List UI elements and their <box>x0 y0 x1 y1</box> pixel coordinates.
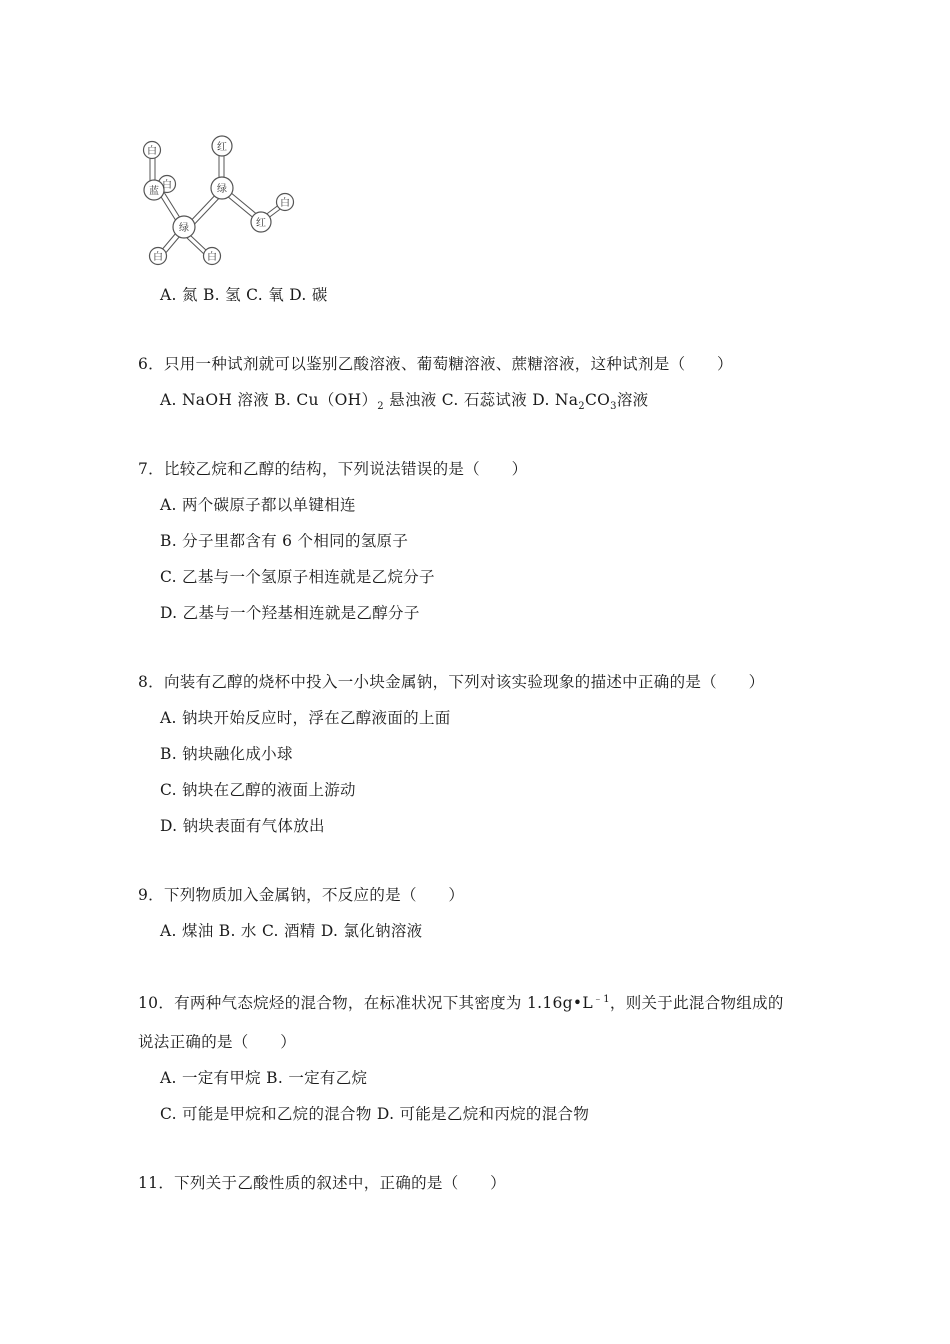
q7-option-c: C. 乙基与一个氢原子相连就是乙烷分子 <box>160 568 435 586</box>
q9-options: A. 煤油 B. 水 C. 酒精 D. 氯化钠溶液 <box>160 922 423 940</box>
q8-option-a: A. 钠块开始反应时，浮在乙醇液面的上面 <box>160 709 451 727</box>
atom-label: 白 <box>153 252 163 263</box>
q6-opt-text: 悬浊液 C. 石蕊试液 D. Na <box>383 391 579 409</box>
atom-label: 绿 <box>179 223 189 234</box>
q6-stem: 6．只用一种试剂就可以鉴别乙酸溶液、葡萄糖溶液、蔗糖溶液，这种试剂是（ ） <box>138 355 733 373</box>
q10-stem-line2: 说法正确的是（ ） <box>138 1033 297 1051</box>
atom-label: 绿 <box>217 184 227 195</box>
q10-stem-text: 10．有两种气态烷烃的混合物，在标准状况下其密度为 1.16g•L <box>138 994 593 1013</box>
q9-stem: 9．下列物质加入金属钠，不反应的是（ ） <box>138 886 465 904</box>
q10-superscript: ﹣1 <box>592 994 610 1005</box>
q7-option-b: B. 分子里都含有 6 个相同的氢原子 <box>160 532 409 550</box>
q7-option-a: A. 两个碳原子都以单键相连 <box>160 496 356 514</box>
q8-option-c: C. 钠块在乙醇的液面上游动 <box>160 781 356 799</box>
atom-label: 红 <box>217 142 227 153</box>
q6-subscript: 2 <box>578 401 585 413</box>
q5-options: A. 氮 B. 氢 C. 氧 D. 碳 <box>160 286 328 304</box>
q6-opt-text: 溶液 <box>616 391 649 409</box>
atom-label: 蓝 <box>149 186 159 197</box>
q10-stem <box>138 989 784 1014</box>
q8-option-d: D. 钠块表面有气体放出 <box>160 817 325 835</box>
q8-option-b: B. 钠块融化成小球 <box>160 745 293 763</box>
q10-options-cd: C. 可能是甲烷和乙烷的混合物 D. 可能是乙烷和丙烷的混合物 <box>160 1105 590 1123</box>
molecule-model-diagram <box>132 128 307 270</box>
q6-subscript: 3 <box>610 401 617 413</box>
atom-label: 白 <box>147 146 157 157</box>
q6-opt-text: CO <box>584 391 611 409</box>
q6-options <box>160 389 648 418</box>
atom-label: 红 <box>256 218 266 229</box>
atom-label: 白 <box>162 180 172 191</box>
q10-stem-text: ，则关于此混合物组成的 <box>609 994 784 1013</box>
q6-opt-text: A. NaOH 溶液 B. Cu（OH） <box>160 391 378 409</box>
q7-stem: 7．比较乙烷和乙醇的结构，下列说法错误的是（ ） <box>138 460 528 478</box>
q10-options-ab: A. 一定有甲烷 B. 一定有乙烷 <box>160 1069 368 1087</box>
atom-label: 白 <box>207 252 217 263</box>
atom-label: 白 <box>280 198 290 209</box>
q11-stem: 11．下列关于乙酸性质的叙述中，正确的是（ ） <box>138 1174 506 1192</box>
q8-stem: 8．向装有乙醇的烧杯中投入一小块金属钠，下列对该实验现象的描述中正确的是（ ） <box>138 673 765 691</box>
q7-option-d: D. 乙基与一个羟基相连就是乙醇分子 <box>160 604 420 622</box>
q6-subscript: 2 <box>377 401 384 413</box>
